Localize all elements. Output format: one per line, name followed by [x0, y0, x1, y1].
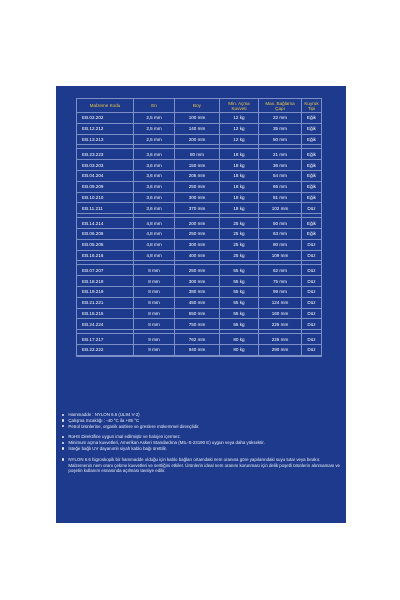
cell-length: 450 mm [175, 298, 220, 309]
cell-length: 400 mm [175, 251, 220, 262]
cell-min-tensile: 80 kg [220, 345, 259, 356]
bullet-icon [62, 414, 64, 416]
cell-length: 750 mm [175, 319, 220, 330]
header-code: Malzeme Kodu [77, 99, 134, 113]
cell-tail-type: Eğik [302, 135, 321, 146]
cell-tail-type: Eğik [302, 171, 321, 182]
note-text: Hammadde : NYLON 6.6 (UL94 V-2) [68, 412, 140, 417]
cell-max-bundle: 66 mm [259, 182, 302, 193]
note-paragraph [62, 457, 342, 474]
cell-width: 4,8 mm [134, 240, 175, 251]
table-row [77, 229, 321, 240]
cell-width: 4,8 mm [134, 229, 175, 240]
cell-min-tensile: 55 kg [220, 319, 259, 330]
cell-code: EB.14.214 [77, 218, 134, 229]
cell-tail-type: Düz [302, 345, 321, 356]
cell-length: 370 mm [175, 203, 220, 214]
cell-length: 300 mm [175, 240, 220, 251]
cell-tail-type: Eğik [302, 113, 321, 124]
cell-min-tensile: 18 kg [220, 193, 259, 204]
bullet-icon [62, 425, 64, 427]
table-row [77, 218, 321, 229]
cell-code: EB.10.210 [77, 193, 134, 204]
cell-min-tensile: 18 kg [220, 160, 259, 171]
cell-max-bundle: 290 mm [259, 345, 302, 356]
note-text: NYLON 6.6 higroskopik bir hammadde olduğu için kablo bağları ortamdaki nem oranına göre yapılarındaki suyu tutar veya bırakır. Malzemenin nem oranı çekme kuvvetleri ve sertliğini etkiler. Ürünlerin ideal nem oranını korunması için delik poşetli ürünlerin alınmaması ve poşetin kullanım esnasında açılması tavsiye edilir. [68, 456, 340, 474]
cell-width: 9 mm [134, 345, 175, 356]
cell-min-tensile: 12 kg [220, 135, 259, 146]
cell-width: 3,6 mm [134, 171, 175, 182]
header-length: Boy [175, 99, 220, 113]
table-row [77, 334, 321, 345]
table-row [77, 182, 321, 193]
cell-width: 3,6 mm [134, 193, 175, 204]
table-row [77, 171, 321, 182]
cell-max-bundle: 81 mm [259, 193, 302, 204]
cell-max-bundle: 109 mm [259, 251, 302, 262]
note-text: RoHS Direktifine uygun imal edilmiştir ve halojen içermez. [68, 434, 181, 440]
cell-length: 150 mm [175, 160, 220, 171]
cell-width: 8 mm [134, 309, 175, 320]
note-text: İsteğe bağlı UV dayanımlı siyah kablo bağı ürettilir. [68, 445, 167, 451]
cell-code: EB.16.216 [77, 251, 134, 262]
header-width: En [134, 99, 175, 113]
table-row [77, 345, 321, 356]
cell-code: EB.09.209 [77, 182, 134, 193]
cell-length: 250 mm [175, 182, 220, 193]
spec-table [76, 98, 322, 357]
cell-length: 550 mm [175, 309, 220, 320]
cell-max-bundle: 21 mm [259, 149, 302, 160]
cell-min-tensile: 25 kg [220, 240, 259, 251]
cell-width: 2,5 mm [134, 113, 175, 124]
cell-length: 140 mm [175, 124, 220, 135]
cell-code: EB.12.212 [77, 124, 134, 135]
cell-tail-type: Düz [302, 298, 321, 309]
cell-min-tensile: 18 kg [220, 182, 259, 193]
table-row [77, 113, 321, 124]
cell-min-tensile: 25 kg [220, 218, 259, 229]
note-text: Çalışma Sıcaklığı : -40 °C ila +85 °C [68, 417, 140, 423]
cell-code: EB.15.215 [77, 309, 134, 320]
product-spec-panel [56, 86, 346, 523]
cell-width: 4,8 mm [134, 251, 175, 262]
cell-max-bundle: 50 mm [259, 135, 302, 146]
cell-width: 2,5 mm [134, 124, 175, 135]
cell-max-bundle: 75 mm [259, 276, 302, 287]
cell-tail-type: Düz [302, 203, 321, 214]
cell-length: 205 mm [175, 171, 220, 182]
cell-max-bundle: 36 mm [259, 160, 302, 171]
cell-min-tensile: 55 kg [220, 276, 259, 287]
cell-tail-type: Eğik [302, 149, 321, 160]
cell-tail-type: Eğik [302, 218, 321, 229]
cell-code: EB.23.223 [77, 149, 134, 160]
header-tail-type: Kuyruk Tipi [302, 99, 321, 113]
cell-length: 80 mm [175, 149, 220, 160]
cell-max-bundle: 225 mm [259, 334, 302, 345]
cell-code: EB.05.205 [77, 240, 134, 251]
cell-tail-type: Eğik [302, 229, 321, 240]
cell-code: EB.02.202 [77, 113, 134, 124]
cell-width: 8 mm [134, 276, 175, 287]
cell-tail-type: Düz [302, 276, 321, 287]
cell-width: 4,8 mm [134, 218, 175, 229]
cell-width: 3,6 mm [134, 182, 175, 193]
cell-min-tensile: 18 kg [220, 171, 259, 182]
cell-length: 380 mm [175, 287, 220, 298]
cell-tail-type: Düz [302, 309, 321, 320]
cell-length: 250 mm [175, 229, 220, 240]
bullet-icon [62, 458, 64, 460]
cell-min-tensile: 25 kg [220, 251, 259, 262]
cell-max-bundle: 99 mm [259, 287, 302, 298]
cell-code: EB.22.222 [77, 345, 134, 356]
table-row [77, 240, 321, 251]
header-min-tensile: Min. Açma Kuvveti [220, 99, 259, 113]
cell-length: 200 mm [175, 135, 220, 146]
table-header-row [77, 99, 321, 113]
table-row [77, 319, 321, 330]
cell-max-bundle: 35 mm [259, 124, 302, 135]
cell-code: EB.24.224 [77, 319, 134, 330]
cell-max-bundle: 160 mm [259, 309, 302, 320]
cell-width: 8 mm [134, 287, 175, 298]
header-max-bundle: Max. Bağlama Çapı [259, 99, 302, 113]
cell-tail-type: Eğik [302, 193, 321, 204]
cell-length: 300 mm [175, 193, 220, 204]
cell-code: EB.21.221 [77, 298, 134, 309]
table-row [77, 160, 321, 171]
cell-max-bundle: 22 mm [259, 113, 302, 124]
cell-width: 3,6 mm [134, 160, 175, 171]
cell-tail-type: Düz [302, 319, 321, 330]
cell-tail-type: Düz [302, 240, 321, 251]
cell-width: 3,6 mm [134, 149, 175, 160]
table-row [77, 298, 321, 309]
cell-tail-type: Düz [302, 334, 321, 345]
cell-max-bundle: 54 mm [259, 171, 302, 182]
cell-tail-type: Düz [302, 265, 321, 276]
notes-section [62, 412, 342, 474]
table-row [77, 193, 321, 204]
table-row [77, 149, 321, 160]
cell-code: EB.17.217 [77, 334, 134, 345]
cell-width: 2,5 mm [134, 135, 175, 146]
cell-max-bundle: 63 mm [259, 229, 302, 240]
cell-max-bundle: 50 mm [259, 218, 302, 229]
table-row [77, 124, 321, 135]
cell-min-tensile: 12 kg [220, 113, 259, 124]
cell-max-bundle: 80 mm [259, 240, 302, 251]
cell-code: EB.13.213 [77, 135, 134, 146]
cell-length: 200 mm [175, 218, 220, 229]
table-row [77, 265, 321, 276]
cell-code: EB.04.204 [77, 171, 134, 182]
cell-min-tensile: 55 kg [220, 298, 259, 309]
cell-width: 9 mm [134, 334, 175, 345]
bullet-icon [62, 419, 64, 421]
cell-min-tensile: 25 kg [220, 229, 259, 240]
cell-tail-type: Eğik [302, 160, 321, 171]
cell-max-bundle: 62 mm [259, 265, 302, 276]
cell-tail-type: Eğik [302, 182, 321, 193]
cell-tail-type: Düz [302, 287, 321, 298]
cell-min-tensile: 55 kg [220, 287, 259, 298]
cell-length: 762 mm [175, 334, 220, 345]
cell-min-tensile: 18 kg [220, 203, 259, 214]
spec-table-body [77, 113, 321, 356]
cell-max-bundle: 225 mm [259, 319, 302, 330]
cell-max-bundle: 124 mm [259, 298, 302, 309]
cell-code: EB.07.207 [77, 265, 134, 276]
cell-width: 8 mm [134, 319, 175, 330]
cell-min-tensile: 80 kg [220, 334, 259, 345]
cell-length: 100 mm [175, 113, 220, 124]
note-text: Minimum açma kuvvetleri, Amerikan Askeri Standardına (MIL-S-23190 E) uygun veya daha yüksektir. [68, 440, 265, 446]
table-row [77, 309, 321, 320]
cell-length: 940 mm [175, 345, 220, 356]
cell-min-tensile: 55 kg [220, 309, 259, 320]
cell-width: 8 mm [134, 298, 175, 309]
bullet-icon [62, 447, 64, 449]
cell-min-tensile: 55 kg [220, 265, 259, 276]
table-row [77, 276, 321, 287]
table-row [77, 287, 321, 298]
cell-min-tensile: 12 kg [220, 124, 259, 135]
cell-width: 8 mm [134, 265, 175, 276]
table-row [77, 203, 321, 214]
bullet-icon [62, 436, 64, 438]
cell-tail-type: Eğik [302, 124, 321, 135]
table-row [77, 251, 321, 262]
cell-length: 300 mm [175, 276, 220, 287]
cell-width: 3,6 mm [134, 203, 175, 214]
note-text: Petrol ürünlerine, organik asitlere ve greslere mükemmel dirençlidir. [68, 423, 200, 429]
cell-code: EB.06.206 [77, 229, 134, 240]
cell-code: EB.19.219 [77, 287, 134, 298]
cell-code: EB.11.211 [77, 203, 134, 214]
cell-max-bundle: 102 mm [259, 203, 302, 214]
cell-tail-type: Düz [302, 251, 321, 262]
table-row [77, 135, 321, 146]
cell-min-tensile: 18 kg [220, 149, 259, 160]
cell-code: EB.18.218 [77, 276, 134, 287]
cell-code: EB.03.203 [77, 160, 134, 171]
bullet-icon [62, 442, 64, 444]
cell-length: 250 mm [175, 265, 220, 276]
